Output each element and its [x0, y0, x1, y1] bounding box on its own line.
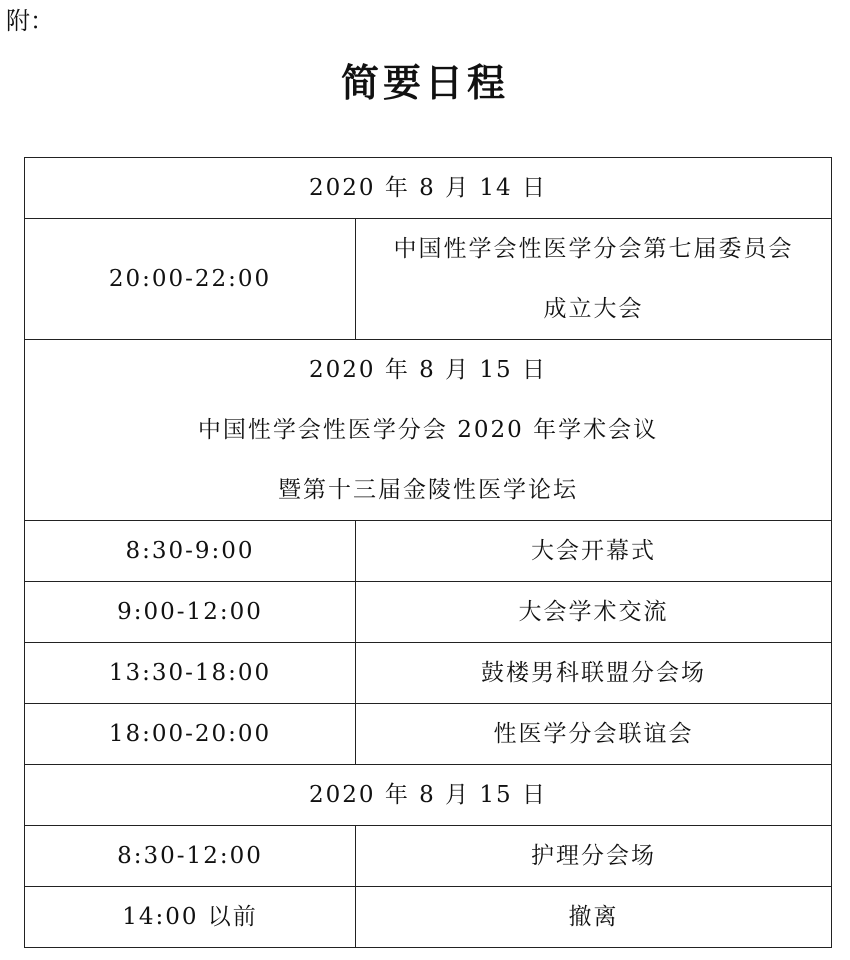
- time-cell: 13:30-18:00: [25, 643, 356, 704]
- time-cell: 20:00-22:00: [25, 219, 356, 340]
- table-row: [25, 826, 832, 887]
- date-row: [25, 340, 832, 521]
- table-row: [25, 521, 832, 582]
- attachment-label: 附：: [6, 7, 54, 35]
- time-cell: 14:00 以前: [25, 887, 356, 948]
- page-title: 简要日程: [340, 61, 509, 105]
- event-cell: 护理分会场: [356, 826, 832, 887]
- date-text: 2020 年 8 月 15 日: [309, 357, 547, 383]
- event-cell: 撤离: [356, 887, 832, 948]
- event-cell: [356, 219, 832, 340]
- time-cell: 8:30-12:00: [25, 826, 356, 887]
- conference-title: 中国性学会性医学分会 2020 年学术会议: [197, 417, 659, 443]
- table-row: [25, 582, 832, 643]
- date-row: [25, 765, 832, 826]
- time-cell: 9:00-12:00: [25, 582, 356, 643]
- event-cell: 性医学分会联谊会: [356, 704, 832, 765]
- time-cell: 18:00-20:00: [25, 704, 356, 765]
- table-row: [25, 219, 832, 340]
- event-cell: 鼓楼男科联盟分会场: [356, 643, 832, 704]
- day-header-cell: [25, 340, 832, 521]
- table-row: [25, 887, 832, 948]
- date-row: [25, 158, 832, 219]
- event-cell: 大会学术交流: [356, 582, 832, 643]
- table-row: [25, 704, 832, 765]
- conference-subtitle: 暨第十三届金陵性医学论坛: [278, 477, 578, 503]
- table-row: [25, 643, 832, 704]
- schedule-table: [24, 157, 832, 948]
- time-cell: 8:30-9:00: [25, 521, 356, 582]
- event-cell: 大会开幕式: [356, 521, 832, 582]
- date-cell: 2020 年 8 月 15 日: [25, 765, 832, 826]
- event-line: 成立大会: [543, 296, 644, 322]
- event-line: 中国性学会性医学分会第七届委员会: [393, 236, 794, 262]
- date-cell: 2020 年 8 月 14 日: [25, 158, 832, 219]
